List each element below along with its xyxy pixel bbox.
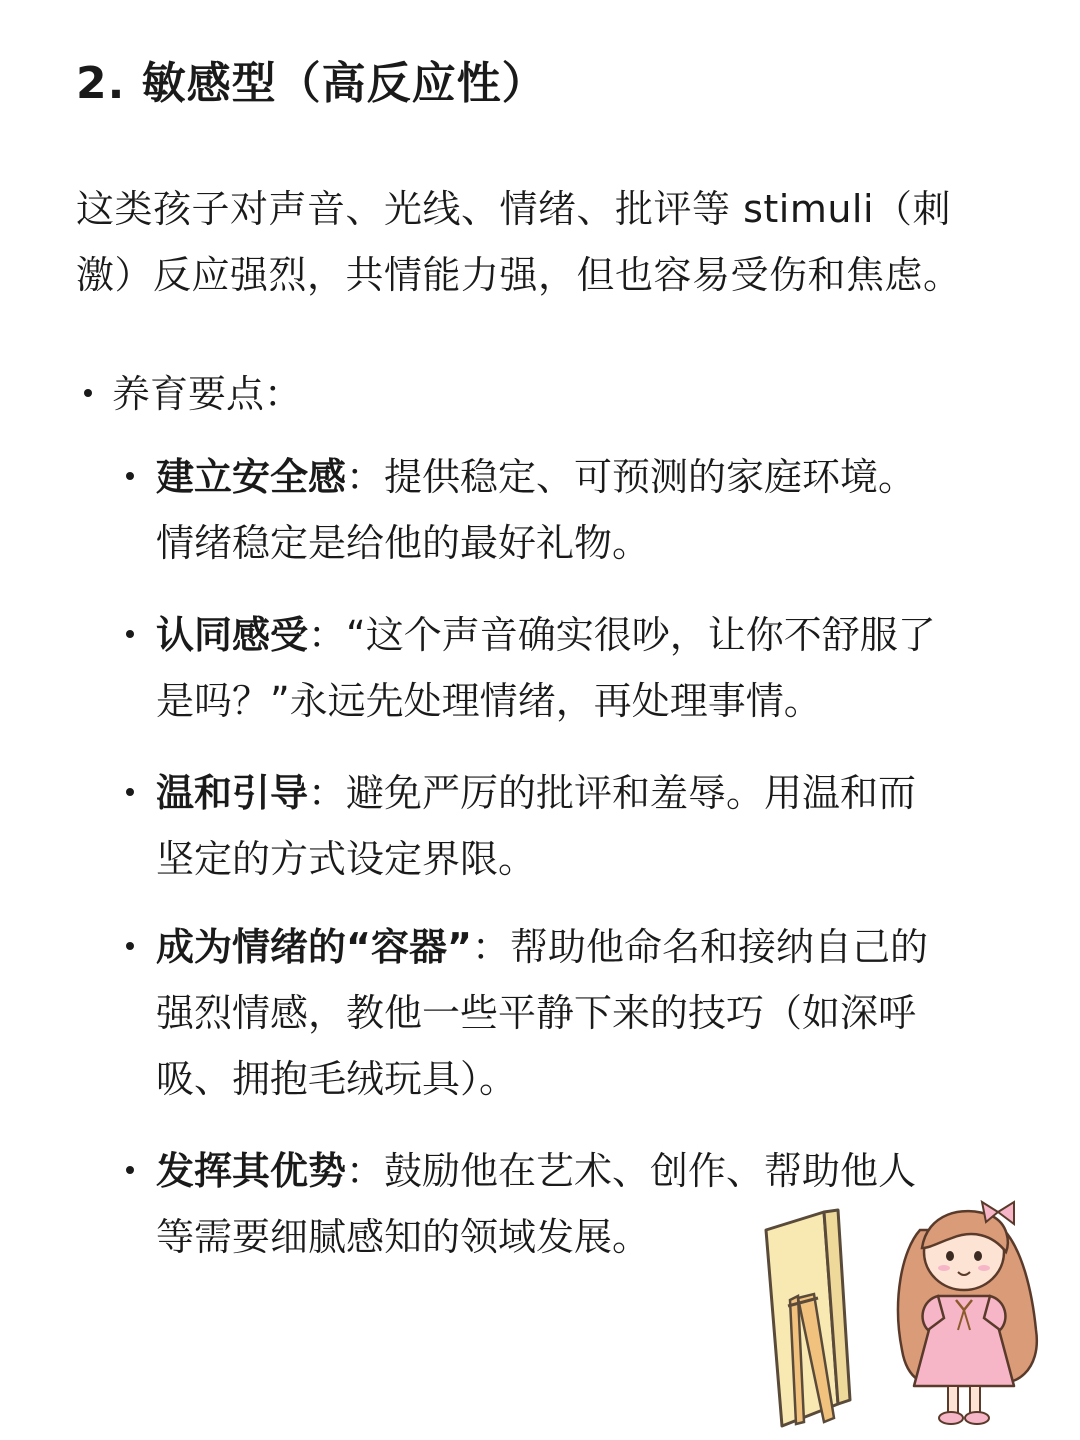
bullet-icon [126,942,134,950]
intro-paragraph [76,176,1051,308]
page-title: 2. 敏感型（高反应性） [76,58,547,109]
item-line [156,914,928,980]
item-line: 是吗？”永远先处理情绪，再处理事情。 [156,679,822,723]
item-text: ：鼓励他在艺术、创作、帮助他人 [346,1149,917,1193]
item-lead: 发挥其优势 [156,1149,347,1193]
item-line [156,444,916,510]
item-text: ：帮助他命名和接纳自己的 [471,925,928,969]
item-lead: 认同感受 [156,613,309,657]
item-lead: 成为情绪的“容器” [156,925,472,969]
section-heading-text: 养育要点： [112,372,303,416]
bullet-icon [126,788,134,796]
item-line: 坚定的方式设定界限。 [156,837,537,881]
intro-line: 激）反应强烈，共情能力强，但也容易受伤和焦虑。 [76,253,962,297]
item-line: 强烈情感，教他一些平静下来的技巧（如深呼 [156,991,917,1035]
bullet-icon [84,389,92,397]
item-text: ：避免严厉的批评和羞辱。用温和而 [308,771,917,815]
easel-icon [766,1210,850,1426]
item-text: ：“这个声音确实很吵，让你不舒服了 [308,613,936,657]
bullet-icon [126,630,134,638]
intro-line: 这类孩子对声音、光线、情绪、批评等 stimuli（刺 [76,187,952,231]
item-line [156,760,916,826]
item-line: 情绪稳定是给他的最好礼物。 [156,521,651,565]
bullet-icon [126,472,134,480]
item-text: ：提供稳定、可预测的家庭环境。 [346,455,917,499]
girl-icon [898,1202,1037,1424]
girl-with-easel-illustration [752,1190,1062,1430]
item-lead: 建立安全感 [156,455,347,499]
section-heading [84,362,302,426]
bullet-icon [126,1166,134,1174]
item-lead: 温和引导 [156,771,309,815]
item-line: 吸、拥抱毛绒玩具）。 [156,1057,518,1101]
item-line [156,602,936,668]
item-line: 等需要细腻感知的领域发展。 [156,1215,651,1259]
